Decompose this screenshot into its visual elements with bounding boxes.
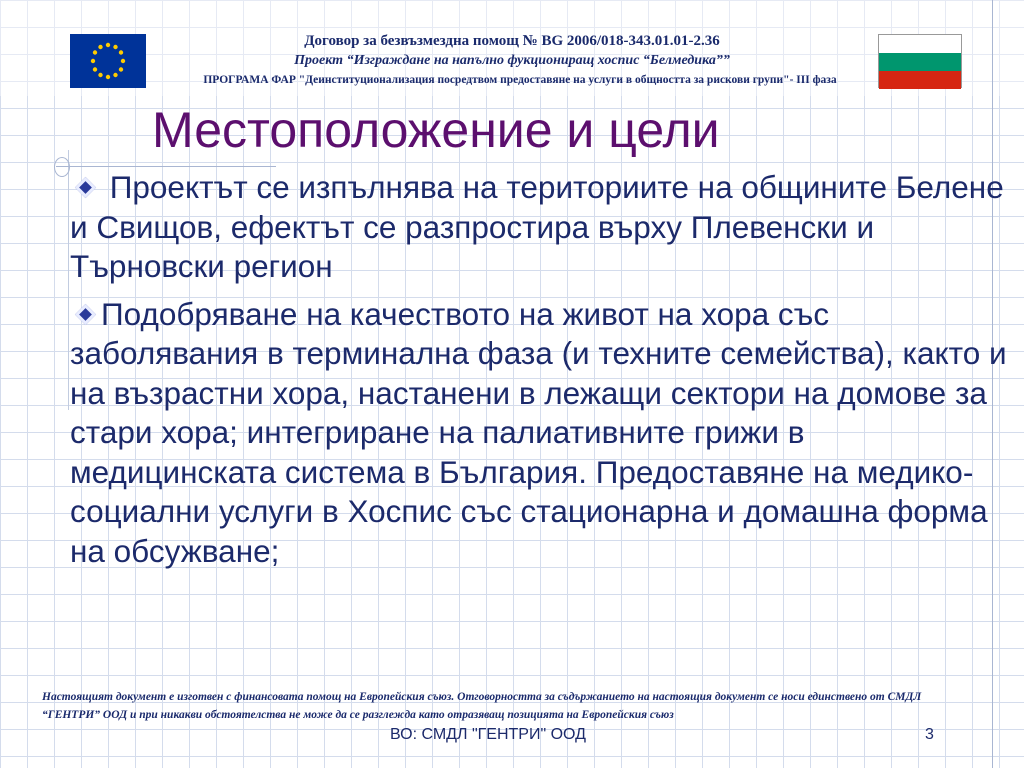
bullet-text: Проектът се изпълнява на териториите на общините Белене и Свищов, ефектът се разпростира върху Плевенски и Търновски регион xyxy=(70,169,1004,284)
decorative-line xyxy=(68,150,69,410)
page-number: 3 xyxy=(925,726,934,743)
flag-stripe-white xyxy=(879,35,961,53)
eu-stars xyxy=(70,34,146,88)
project-line: Проект “Изграждане на напълно фукциониращ хоспис “Белмедика”” xyxy=(294,53,730,68)
bullet-list xyxy=(70,168,1010,571)
bullet-item xyxy=(70,168,1010,287)
contract-line: Договор за безвъзмездна помощ № BG 2006/018-343.01.01-2.36 xyxy=(304,33,720,49)
flag-stripe-red xyxy=(879,71,961,89)
decorative-line xyxy=(56,166,276,167)
program-line: ПРОГРАМА ФАР "Деинституционализация посредтвом предоставяне на услуги в общността за рискови групи"- III фаза xyxy=(203,74,837,86)
eu-disclaimer: Настоящият документ е изготвен с финансовата помощ на Европейския съюз. Отговорността за съдържанието на настоящия документ се носи единствено от СМДЛ “ГЕНТРИ” ООД и при никакви обстоятелства не може да се разглежда като отразяващ позицията на Европейския съюз xyxy=(42,691,922,721)
flag-stripe-green xyxy=(879,53,961,71)
eu-flag-icon xyxy=(70,34,146,88)
diamond-bullet-icon xyxy=(75,304,96,325)
footer-organization: ВО: СМДЛ "ГЕНТРИ" ООД xyxy=(390,726,586,743)
bulgarian-flag-icon xyxy=(878,34,962,88)
slide-title: Местоположение и цели xyxy=(152,102,720,158)
bullet-text: Подобряване на качеството на живот на хора със заболявания в терминална фаза (и техните семейства), както и на възрастни хора, настанени в лежащи сектори на домове за стари хора; интегриране на палиативните грижи в медицинската система в България. Предоставяне на медико-социални услуги в Хоспис със стационарна и домашна форма на обсужване; xyxy=(70,295,1007,569)
bullet-item xyxy=(70,295,1010,572)
decorative-circle xyxy=(54,157,70,177)
diamond-bullet-icon xyxy=(75,177,96,198)
